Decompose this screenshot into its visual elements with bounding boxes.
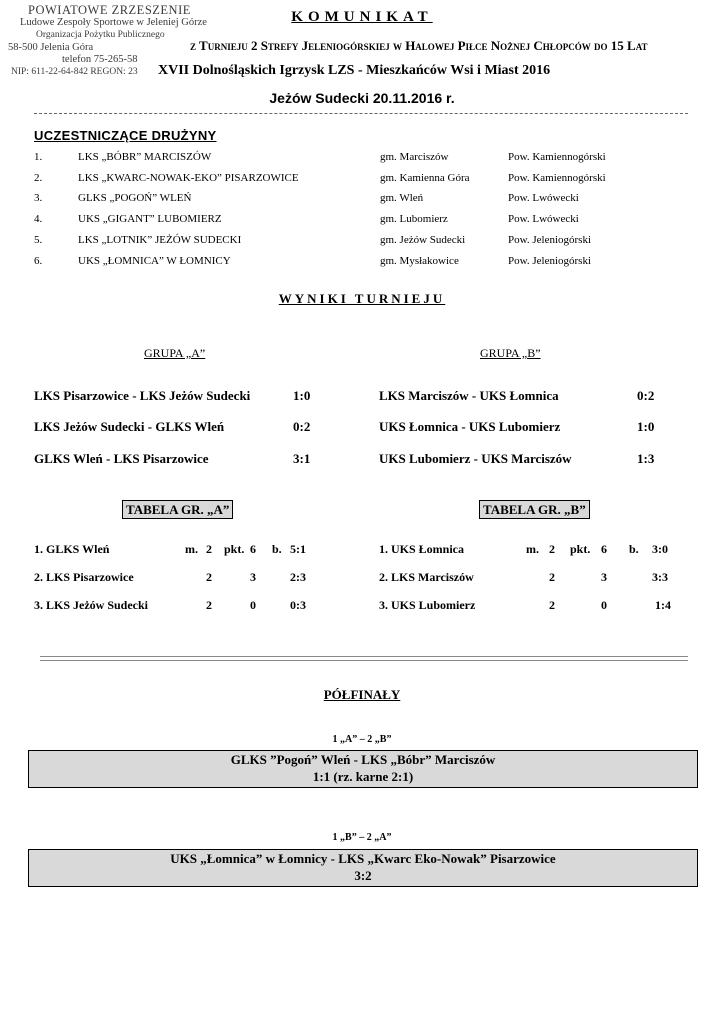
table-a-heading: TABELA GR. „A” (122, 500, 233, 519)
team-number: 3. (34, 192, 43, 204)
standing-b: 2:3 (290, 570, 306, 584)
standing-pkt: 0 (250, 598, 256, 612)
standing-pkt-label: pkt. (224, 542, 245, 556)
standing-b-label: b. (629, 542, 639, 556)
standing-pkt-label: pkt. (570, 542, 591, 556)
semifinal-pairing: 1 „B” – 2 „A” (332, 832, 392, 843)
semifinal-score: 3:2 (354, 868, 372, 883)
document-title: KOMUNIKAT (291, 9, 433, 25)
team-number: 4. (34, 213, 43, 225)
team-row (34, 172, 694, 192)
team-number: 1. (34, 151, 43, 163)
team-commune: gm. Mysłakowice (380, 255, 459, 267)
team-row (34, 213, 694, 233)
team-name: UKS „ŁOMNICA” W ŁOMNICY (78, 255, 231, 267)
team-row (34, 234, 694, 254)
standing-b: 1:4 (655, 598, 671, 612)
standing-m: 2 (206, 542, 212, 556)
stamp-line: NIP: 611-22-64-842 REGON: 23 (11, 67, 138, 77)
match-teams: LKS Pisarzowice - LKS Jeżów Sudecki (34, 388, 251, 403)
standing-m: 2 (206, 598, 212, 612)
match-teams: LKS Marciszów - UKS Łomnica (379, 388, 559, 403)
standing-m: 2 (549, 570, 555, 584)
team-number: 5. (34, 234, 43, 246)
standing-team: 1. GLKS Wleń (34, 542, 110, 556)
standing-team: 3. LKS Jeżów Sudecki (34, 598, 149, 612)
stamp-line: POWIATOWE ZRZESZENIE (28, 3, 191, 17)
team-commune: gm. Kamienna Góra (380, 172, 470, 184)
standing-pkt: 0 (601, 598, 607, 612)
group-a-label: GRUPA „A” (144, 346, 206, 360)
table-b-heading: TABELA GR. „B” (479, 500, 590, 519)
team-commune: gm. Wleń (380, 192, 424, 204)
team-name: LKS „LOTNIK” JEŻÓW SUDECKI (78, 234, 242, 246)
match-teams: UKS Łomnica - UKS Lubomierz (379, 419, 561, 434)
standing-pkt: 6 (250, 542, 256, 556)
standing-team: 1. UKS Łomnica (379, 542, 465, 556)
semifinal-pairing: 1 „A” – 2 „B” (332, 734, 392, 745)
games-subtitle: XVII Dolnośląskich Igrzysk LZS - Mieszkańców Wsi i Miast 2016 (158, 63, 551, 78)
tournament-subtitle: z Turnieju 2 Strefy Jeleniogórskiej w Halowej Piłce Nożnej Chłopców do 15 Lat (190, 38, 648, 53)
standing-pkt: 6 (601, 542, 607, 556)
place-and-date: Jeżów Sudecki 20.11.2016 r. (269, 90, 455, 106)
standing-m-label: m. (185, 542, 198, 556)
match-teams: GLKS Wleń - LKS Pisarzowice (34, 451, 209, 466)
results-heading (0, 291, 724, 307)
semifinals-heading: PÓŁFINAŁY (323, 687, 401, 702)
semifinal-result-box (28, 849, 698, 887)
standing-b: 0:3 (290, 598, 306, 612)
stamp-line: 58-500 Jelenia Góra (8, 42, 94, 53)
team-commune: gm. Marciszów (380, 151, 449, 163)
standing-b: 3:3 (652, 570, 668, 584)
team-county: Pow. Jeleniogórski (508, 234, 592, 246)
standing-b-label: b. (272, 542, 282, 556)
match-score: 0:2 (293, 419, 311, 434)
match-score: 1:3 (637, 451, 655, 466)
results-heading-text: WYNIKI TURNIEJU (278, 291, 446, 306)
teams-heading: UCZESTNICZĄCE DRUŻYNY (34, 128, 217, 143)
double-divider (40, 656, 688, 661)
match-score: 1:0 (637, 419, 655, 434)
match-score: 1:0 (293, 388, 311, 403)
team-name: UKS „GIGANT” LUBOMIERZ (78, 213, 222, 225)
standing-b: 5:1 (290, 542, 306, 556)
team-number: 6. (34, 255, 43, 267)
team-row (34, 255, 694, 275)
semifinal-score: 1:1 (rz. karne 2:1) (312, 769, 414, 784)
divider (34, 113, 688, 114)
standing-m: 2 (549, 598, 555, 612)
semifinal-result-box (28, 750, 698, 788)
team-commune: gm. Lubomierz (380, 213, 448, 225)
match-teams: UKS Lubomierz - UKS Marciszów (379, 451, 572, 466)
semifinal-teams: GLKS ”Pogoń” Wleń - LKS „Bóbr” Marciszów (230, 752, 496, 767)
stamp-line: Organizacja Pożytku Publicznego (36, 30, 165, 40)
team-name: LKS „BÓBR” MARCISZÓW (78, 151, 212, 163)
team-row (34, 151, 694, 171)
standing-b: 3:0 (652, 542, 668, 556)
team-commune: gm. Jeżów Sudecki (380, 234, 466, 246)
team-county: Pow. Lwówecki (508, 213, 579, 225)
standing-team: 3. UKS Lubomierz (379, 598, 476, 612)
standing-pkt: 3 (601, 570, 607, 584)
standing-pkt: 3 (250, 570, 256, 584)
match-score: 0:2 (637, 388, 655, 403)
team-county: Pow. Jeleniogórski (508, 255, 592, 267)
team-county: Pow. Kamiennogórski (508, 172, 606, 184)
standing-team: 2. LKS Pisarzowice (34, 570, 134, 584)
match-score: 3:1 (293, 451, 311, 466)
team-number: 2. (34, 172, 43, 184)
stamp-line: Ludowe Zespoły Sportowe w Jeleniej Górze (20, 17, 207, 28)
team-row (34, 192, 694, 212)
semifinal-teams: UKS „Łomnica” w Łomnicy - LKS „Kwarc Eko-Nowak” Pisarzowice (170, 851, 556, 866)
group-b-label: GRUPA „B” (480, 346, 541, 360)
team-county: Pow. Kamiennogórski (508, 151, 606, 163)
stamp-line: telefon 75-265-58 (62, 54, 138, 65)
team-county: Pow. Lwówecki (508, 192, 579, 204)
standing-m: 2 (206, 570, 212, 584)
match-teams: LKS Jeżów Sudecki - GLKS Wleń (34, 419, 225, 434)
standing-m-label: m. (526, 542, 539, 556)
standing-team: 2. LKS Marciszów (379, 570, 474, 584)
standing-m: 2 (549, 542, 555, 556)
team-name: LKS „KWARC-NOWAK-EKO” PISARZOWICE (78, 172, 299, 184)
team-name: GLKS „POGOŃ” WLEŃ (78, 192, 192, 204)
